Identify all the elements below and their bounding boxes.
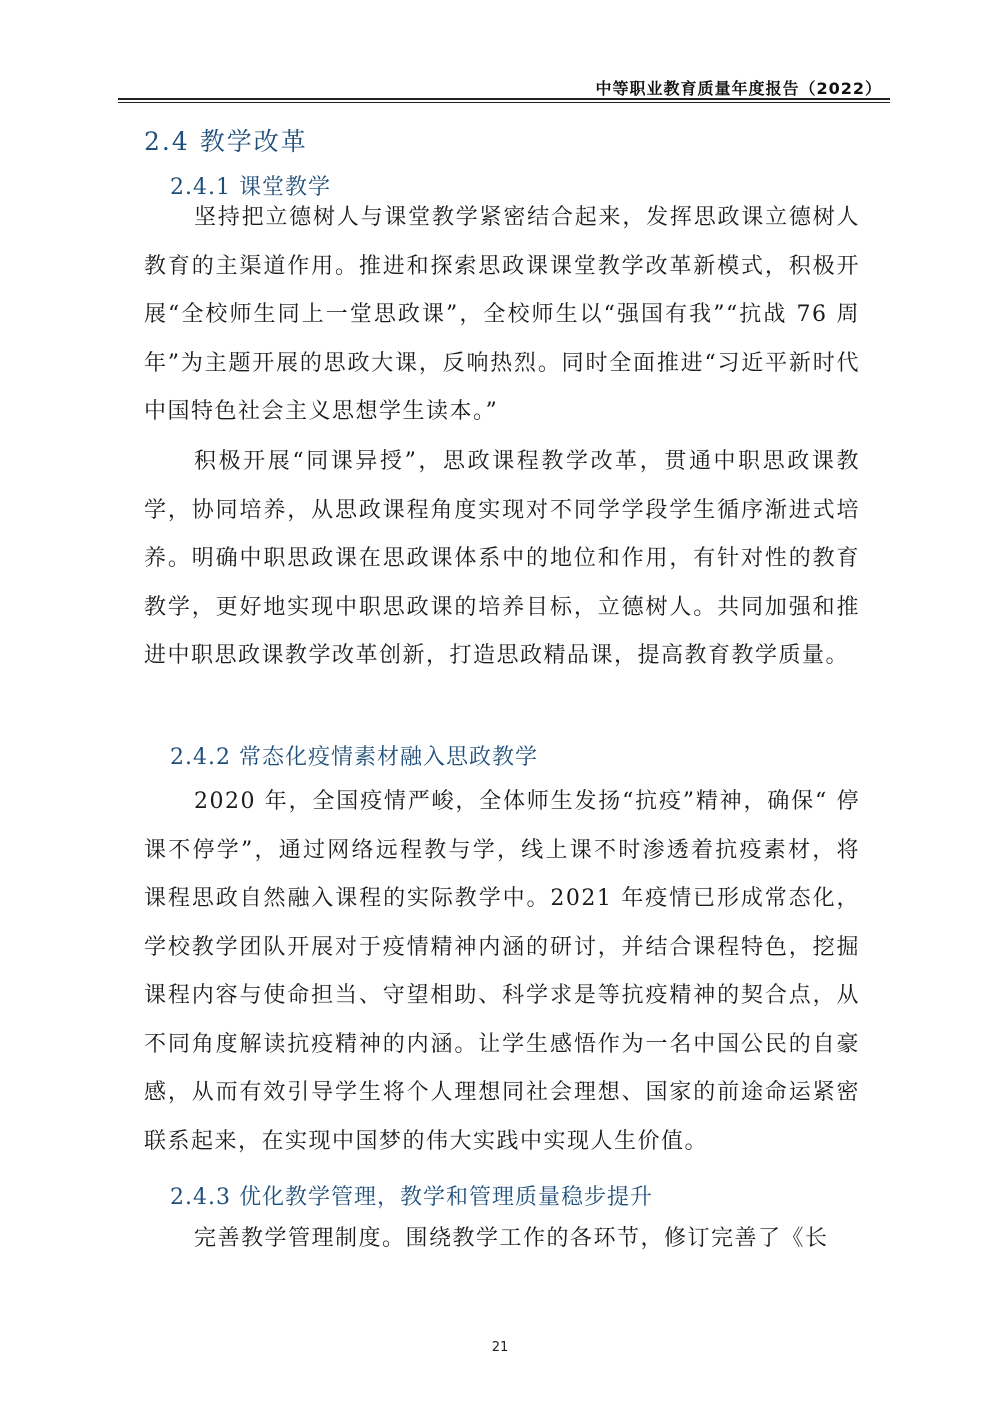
section-heading: 2.4 教学改革 xyxy=(144,127,308,156)
paragraph-classroom-teaching-2: 积极开展“同课异授”，思政课程教学改革，贯通中职思政课教学，协同培养，从思政课程角度实现对不同学学段学生循序渐进式培养。明确中职思政课在思政课体系中的地位和作用，有针对性的教育教学，更好地实现中职思政课的培养目标，立德树人。共同加强和推进中职思政课教学改革创新，打造思政精品课，提高教育教学质量。 xyxy=(144,449,860,668)
header-title: 中等职业教育质量年度报告（2022） xyxy=(595,79,882,98)
paragraph-epidemic-material: 2020 年，全国疫情严峻，全体师生发扬“抗疫”精神，确保“ 停课不停学”，通过网络远程教与学，线上课不时渗透着抗疫素材，将课程思政自然融入课程的实际教学中。2021 年疫情已形成常态化，学校教学团队开展对于疫情精神内涵的研讨，并结合课程特色，挖掘课程内容与使命担当、守望相助、科学求是等抗疫精神的契合点，从不同角度解读抗疫精神的内涵。让学生感悟作为一名中国公民的自豪感，从而有效引导学生将个人理想同社会理想、国家的前途命运紧密联系起来，在实现中国梦的伟大实践中实现人生价值。 xyxy=(144,789,860,1154)
header-divider xyxy=(118,98,890,100)
page-number: 21 xyxy=(491,1340,509,1355)
subsection-heading-2-4-3: 2.4.3 优化教学管理，教学和管理质量稳步提升 xyxy=(170,1185,653,1210)
subsection-heading-2-4-2: 2.4.2 常态化疫情素材融入思政教学 xyxy=(170,745,538,770)
paragraph-classroom-teaching-1: 坚持把立德树人与课堂教学紧密结合起来，发挥思政课立德树人教育的主渠道作用。推进和探索思政课课堂教学改革新模式，积极开展“全校师生同上一堂思政课”，全校师生以“强国有我”“抗战 76 周年”为主题开展的思政大课，反响热烈。同时全面推进“习近平新时代中国特色社会主义思想学生读本。” xyxy=(144,205,860,424)
paragraph-teaching-management: 完善教学管理制度。围绕教学工作的各环节，修订完善了《长 xyxy=(194,1226,829,1251)
header-divider-thin xyxy=(118,102,890,103)
subsection-heading-2-4-1: 2.4.1 课堂教学 xyxy=(170,175,331,200)
